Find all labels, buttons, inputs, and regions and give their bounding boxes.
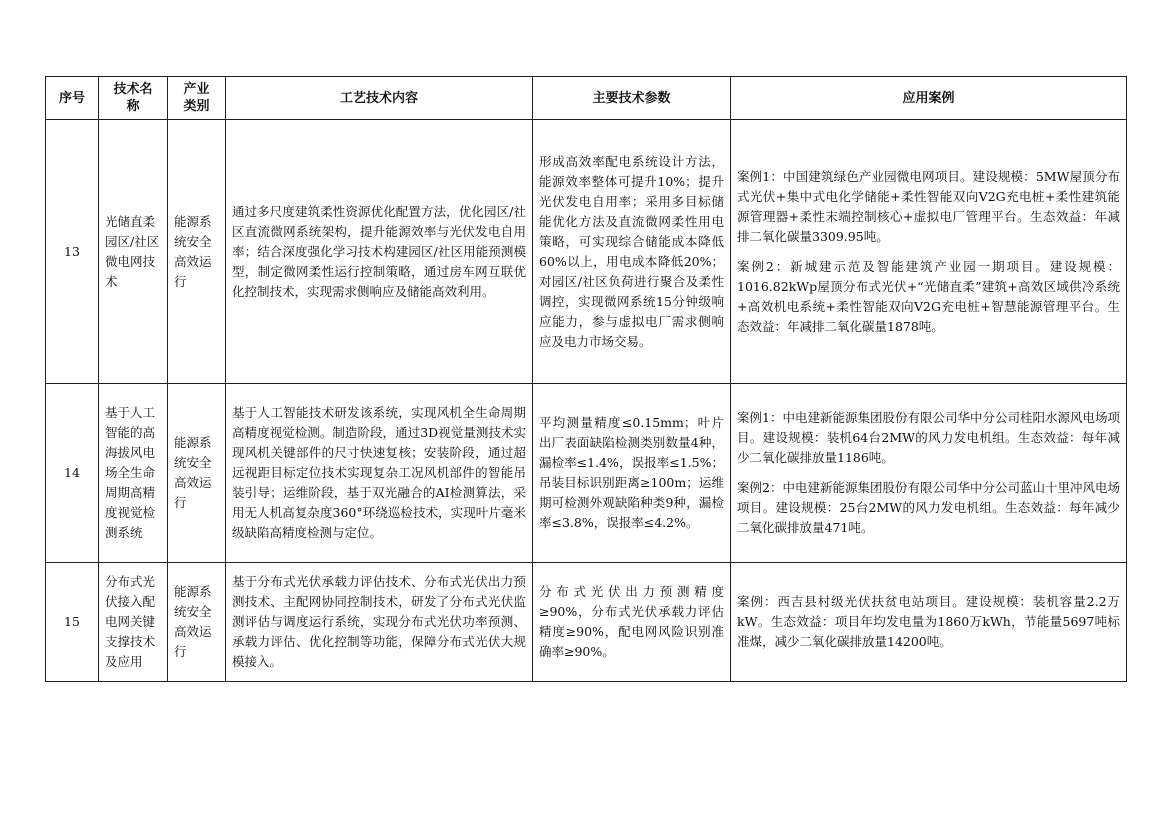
process-content: 基于人工智能技术研发该系统，实现风机全生命周期高精度视觉检测。制造阶段，通过3D视觉量测技术实现风机关键部件的尺寸快速复核；安装阶段，通过超远视距目标定位技术实现复杂工况风机部件的智能吊装引导；运维阶段，基于双光融合的AI检测算法，采用无人机高复杂度360°环绕巡检技术，实现叶片毫米级缺陷高精度检测与定位。 <box>226 384 533 563</box>
case-item: 案例1：中电建新能源集团股份有限公司华中分公司桂阳水源风电场项目。建设规模：装机64台2MW的风力发电机组。生态效益：每年减少二氧化碳排放量1186吨。 <box>737 410 1120 465</box>
process-content: 基于分布式光伏承载力评估技术、分布式光伏出力预测技术、主配网协同控制技术，研发了分布式光伏监测评估与调度运行系统，实现分布式光伏功率预测、承载力评估、优化控制等功能，保障分布式光伏大规模接入。 <box>226 563 533 682</box>
case-item: 案例2：新城建示范及智能建筑产业园一期项目。建设规模：1016.82kWp屋顶分布式光伏+“光储直柔”建筑+高效区域供冷系统+高效机电系统+柔性智能双向V2G充电桩+智慧能源管理平台。生态效益：年减排二氧化碳量1878吨。 <box>737 258 1120 334</box>
process-content: 通过多尺度建筑柔性资源优化配置方法，优化园区/社区直流微网系统架构，提升能源效率与光伏发电自用率；结合深度强化学习技术构建园区/社区用能预测模型，制定微网柔性运行控制策略，通过房车网互联优化控制技术，实现需求侧响应及储能高效利用。 <box>226 120 533 384</box>
tech-name: 光储直柔园区/社区微电网技术 <box>99 120 168 384</box>
row-number: 14 <box>46 384 99 563</box>
tech-name: 基于人工智能的高海拔风电场全生命周期高精度视觉检测系统 <box>99 384 168 563</box>
row-number: 15 <box>46 563 99 682</box>
header-cases: 应用案例 <box>731 77 1127 120</box>
header-params: 主要技术参数 <box>533 77 731 120</box>
case-item: 案例：西吉县村级光伏扶贫电站项目。建设规模：装机容量2.2万kW。生态效益：项目年均发电量为1860万kWh，节能量5697吨标准煤，减少二氧化碳排放量14200吨。 <box>737 594 1120 649</box>
application-cases <box>731 120 1127 384</box>
tech-params: 分布式光伏出力预测精度≥90%，分布式光伏承载力评估精度≥90%，配电网风险识别准确率≥90%。 <box>533 563 731 682</box>
industry-category: 能源系统安全高效运行 <box>168 120 226 384</box>
case-item: 案例1：中国建筑绿色产业园微电网项目。建设规模：5MW屋顶分布式光伏+集中式电化学储能+柔性智能双向V2G充电桩+柔性建筑能源管理器+柔性末端控制核心+虚拟电厂管理平台。生态效益：年减排二氧化碳量3309.95吨。 <box>737 168 1120 244</box>
industry-category: 能源系统安全高效运行 <box>168 384 226 563</box>
header-no: 序号 <box>46 77 99 120</box>
tech-params: 形成高效率配电系统设计方法，能源效率整体可提升10%；提升光伏发电自用率；采用多目标储能优化方法及直流微网柔性用电策略，可实现综合储能成本降低60%以上，用电成本降低20%；对园区/社区负荷进行聚合及柔性调控，实现微网系统15分钟级响应能力，参与虚拟电厂需求侧响应及电力市场交易。 <box>533 120 731 384</box>
tech-name: 分布式光伏接入配电网关键支撑技术及应用 <box>99 563 168 682</box>
table-row <box>46 384 1127 563</box>
tech-params: 平均测量精度≤0.15mm；叶片出厂表面缺陷检测类别数量4种，漏检率≤1.4%，误报率≤1.5%；吊装目标识别距离≥100m；运维期可检测外观缺陷种类9种，漏检率≤3.8%，误报率≤4.2%。 <box>533 384 731 563</box>
industry-category: 能源系统安全高效运行 <box>168 563 226 682</box>
case-item: 案例2：中电建新能源集团股份有限公司华中分公司蓝山十里冲风电场项目。建设规模：25台2MW的风力发电机组。生态效益：每年减少二氧化碳排放量471吨。 <box>737 480 1120 535</box>
technology-table <box>45 76 1127 682</box>
header-process: 工艺技术内容 <box>226 77 533 120</box>
table-row <box>46 563 1127 682</box>
table-row <box>46 120 1127 384</box>
header-category: 产业类别 <box>168 77 226 120</box>
header-name: 技术名称 <box>99 77 168 120</box>
application-cases <box>731 384 1127 563</box>
table-header-row <box>46 77 1127 120</box>
row-number: 13 <box>46 120 99 384</box>
application-cases <box>731 563 1127 682</box>
